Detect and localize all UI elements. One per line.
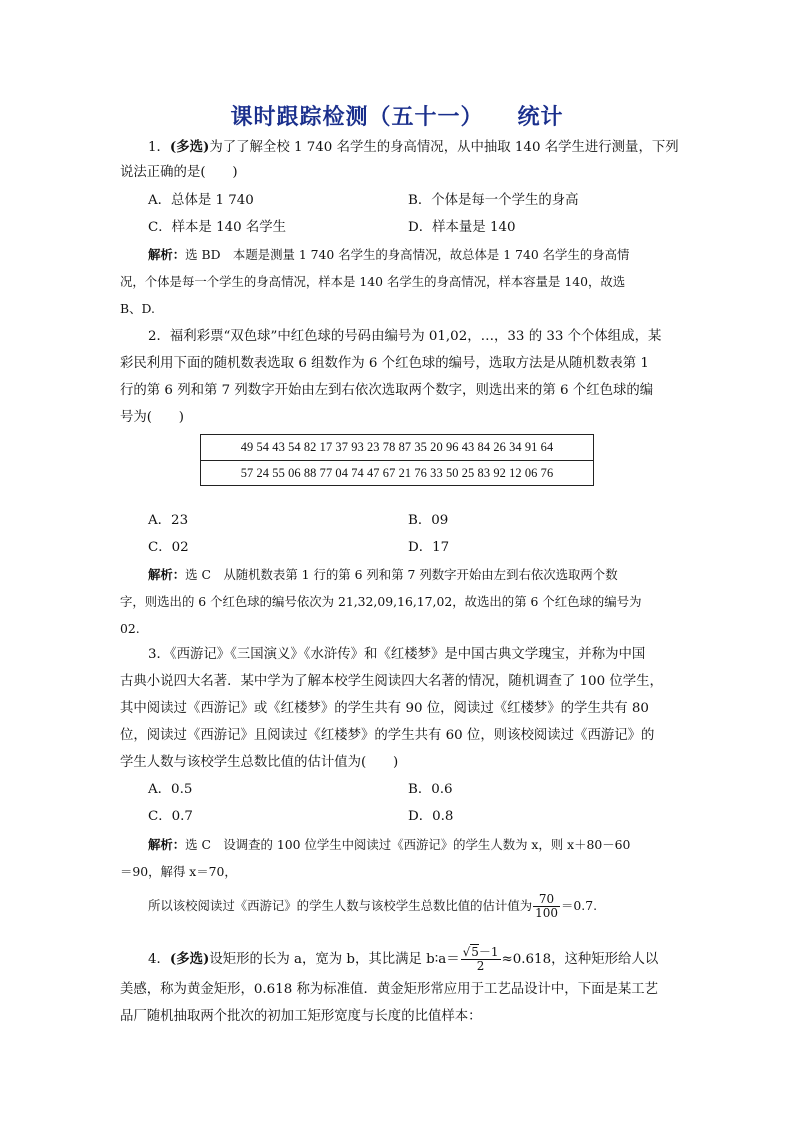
random-number-row-1: 49 54 43 54 82 17 37 93 23 78 87 35 20 96 43 84 26 34 91 64 xyxy=(240,440,554,454)
q2-stem-line-2: 彩民利用下面的随机数表选取 6 组数作为 6 个红色球的编号，选取方法是从随机数表第 1 xyxy=(120,356,649,371)
golden-ratio-radicand: 5 xyxy=(471,945,479,959)
q3-option-d: D．0.8 xyxy=(408,809,454,824)
random-number-table xyxy=(200,434,594,486)
q3-solution-label: 解析： xyxy=(148,837,186,852)
q1-solution-line-3: B、D. xyxy=(120,301,155,316)
random-number-row-2: 57 24 55 06 88 77 04 74 47 67 21 76 33 50 25 83 92 12 06 76 xyxy=(201,460,593,486)
q1-number: 1． xyxy=(148,140,170,155)
q3-solution-text-3: 所以该校阅读过《西游记》的学生人数与该校学生总数比值的估计值为 xyxy=(148,898,533,913)
golden-ratio-numerator: √5－1 xyxy=(462,945,499,959)
q4-stem-line-1 xyxy=(148,946,708,973)
q3-solution-text-1: 选 C 设调查的 100 位学生中阅读过《西游记》的学生人数为 x，则 x＋80－60 xyxy=(185,837,631,852)
q2-solution-line-2: 字，则选出的 6 个红色球的编号依次为 21,32,09,16,17,02，故选出的第 6 个红色球的编号为 xyxy=(120,594,642,609)
q2-stem-line-3: 行的第 6 列和第 7 列数字开始由左到右依次选取两个数字，则选出来的第 6 个红色球的编 xyxy=(120,383,654,398)
q2-solution-label: 解析： xyxy=(148,567,186,582)
q2-option-c: C．02 xyxy=(148,540,189,555)
q1-option-d: D．样本量是 140 xyxy=(408,220,516,235)
golden-ratio-denominator: 2 xyxy=(476,959,485,973)
q3-option-b: B．0.6 xyxy=(408,782,453,797)
q3-stem-line-1: 3．《西游记》《三国演义》《水浒传》和《红楼梦》是中国古典文学瑰宝，并称为中国 xyxy=(148,647,646,662)
q1-option-a: A．总体是 1 740 xyxy=(148,193,254,208)
q3-fraction-denominator: 100 xyxy=(535,906,559,920)
q3-solution-line-2: ＝90，解得 x＝70， xyxy=(120,864,237,879)
q3-option-a: A．0.5 xyxy=(148,782,193,797)
q2-stem-line-4: 号为( ) xyxy=(120,410,185,425)
q4-stem-text-1: 设矩形的长为 a，宽为 b，其比满足 b∶a＝ xyxy=(209,952,460,967)
q2-stem-line-1: 2．福利彩票“双色球”中红色球的号码由编号为 01,02，…，33 的 33 个个体组成，某 xyxy=(148,329,662,344)
q1-stem-line-2: 说法正确的是( ) xyxy=(120,165,238,180)
q1-stem-text-1: 为了了解全校 1 740 名学生的身高情况，从中抽取 140 名学生进行测量，下列 xyxy=(209,140,679,155)
golden-ratio-minus-one: －1 xyxy=(478,945,499,959)
q4-number: 4． xyxy=(148,952,170,967)
q2-option-a: A．23 xyxy=(148,513,189,528)
q1-solution-line-1 xyxy=(148,246,708,264)
q3-solution-line-3 xyxy=(148,893,708,920)
q2-solution-line-3: 02. xyxy=(120,621,140,636)
q1-solution-text-1: 选 BD 本题是测量 1 740 名学生的身高情况，故总体是 1 740 名学生的身高情 xyxy=(185,247,630,262)
page-title-main: 课时跟踪检测（五十一） xyxy=(230,105,484,130)
q1-solution-label: 解析： xyxy=(148,247,186,262)
page-title-sub: 统计 xyxy=(517,105,564,130)
q4-stem-line-3: 品厂随机抽取两个批次的初加工矩形宽度与长度的比值样本： xyxy=(120,1009,482,1024)
q3-option-c: C．0.7 xyxy=(148,809,193,824)
q3-stem-line-2: 古典小说四大名著．某中学为了解本校学生阅读四大名著的情况，随机调查了 100 位学生， xyxy=(120,674,663,689)
q3-stem-line-3: 其中阅读过《西游记》或《红楼梦》的学生共有 90 位，阅读过《红楼梦》的学生共有 80 xyxy=(120,701,649,716)
q4-tag: (多选) xyxy=(169,951,210,967)
q3-stem-line-5: 学生人数与该校学生总数比值的估计值为( ) xyxy=(120,755,399,770)
golden-ratio-fraction xyxy=(461,946,501,973)
q1-stem-line-1 xyxy=(148,138,708,157)
q1-option-b: B．个体是每一个学生的身高 xyxy=(408,193,579,208)
q3-solution-result: ＝0.7. xyxy=(561,898,598,913)
page-title xyxy=(0,100,794,131)
q4-stem-line-2: 美感，称为黄金矩形，0.618 称为标准值．黄金矩形常应用于工艺品设计中，下面是某工艺 xyxy=(120,982,659,997)
q3-stem-line-4: 位，阅读过《西游记》且阅读过《红楼梦》的学生共有 60 位，则该校阅读过《西游记》的 xyxy=(120,728,655,743)
q2-option-b: B．09 xyxy=(408,513,449,528)
q4-stem-text-1b: ≈0.618，这种矩形给人以 xyxy=(501,952,659,967)
q1-tag: (多选) xyxy=(169,139,210,155)
q2-solution-text-1: 选 C 从随机数表第 1 行的第 6 列和第 7 列数字开始由左到右依次选取两个数 xyxy=(185,567,618,582)
q3-fraction-numerator: 70 xyxy=(533,893,560,907)
q3-solution-line-1 xyxy=(148,836,708,854)
q1-option-c: C．样本是 140 名学生 xyxy=(148,220,287,235)
q2-solution-line-1 xyxy=(148,566,708,584)
q3-fraction xyxy=(533,893,560,920)
q2-option-d: D．17 xyxy=(408,540,450,555)
q1-solution-line-2: 况，个体是每一个学生的身高情况，样本是 140 名学生的身高情况，样本容量是 140，故选 xyxy=(120,274,626,289)
